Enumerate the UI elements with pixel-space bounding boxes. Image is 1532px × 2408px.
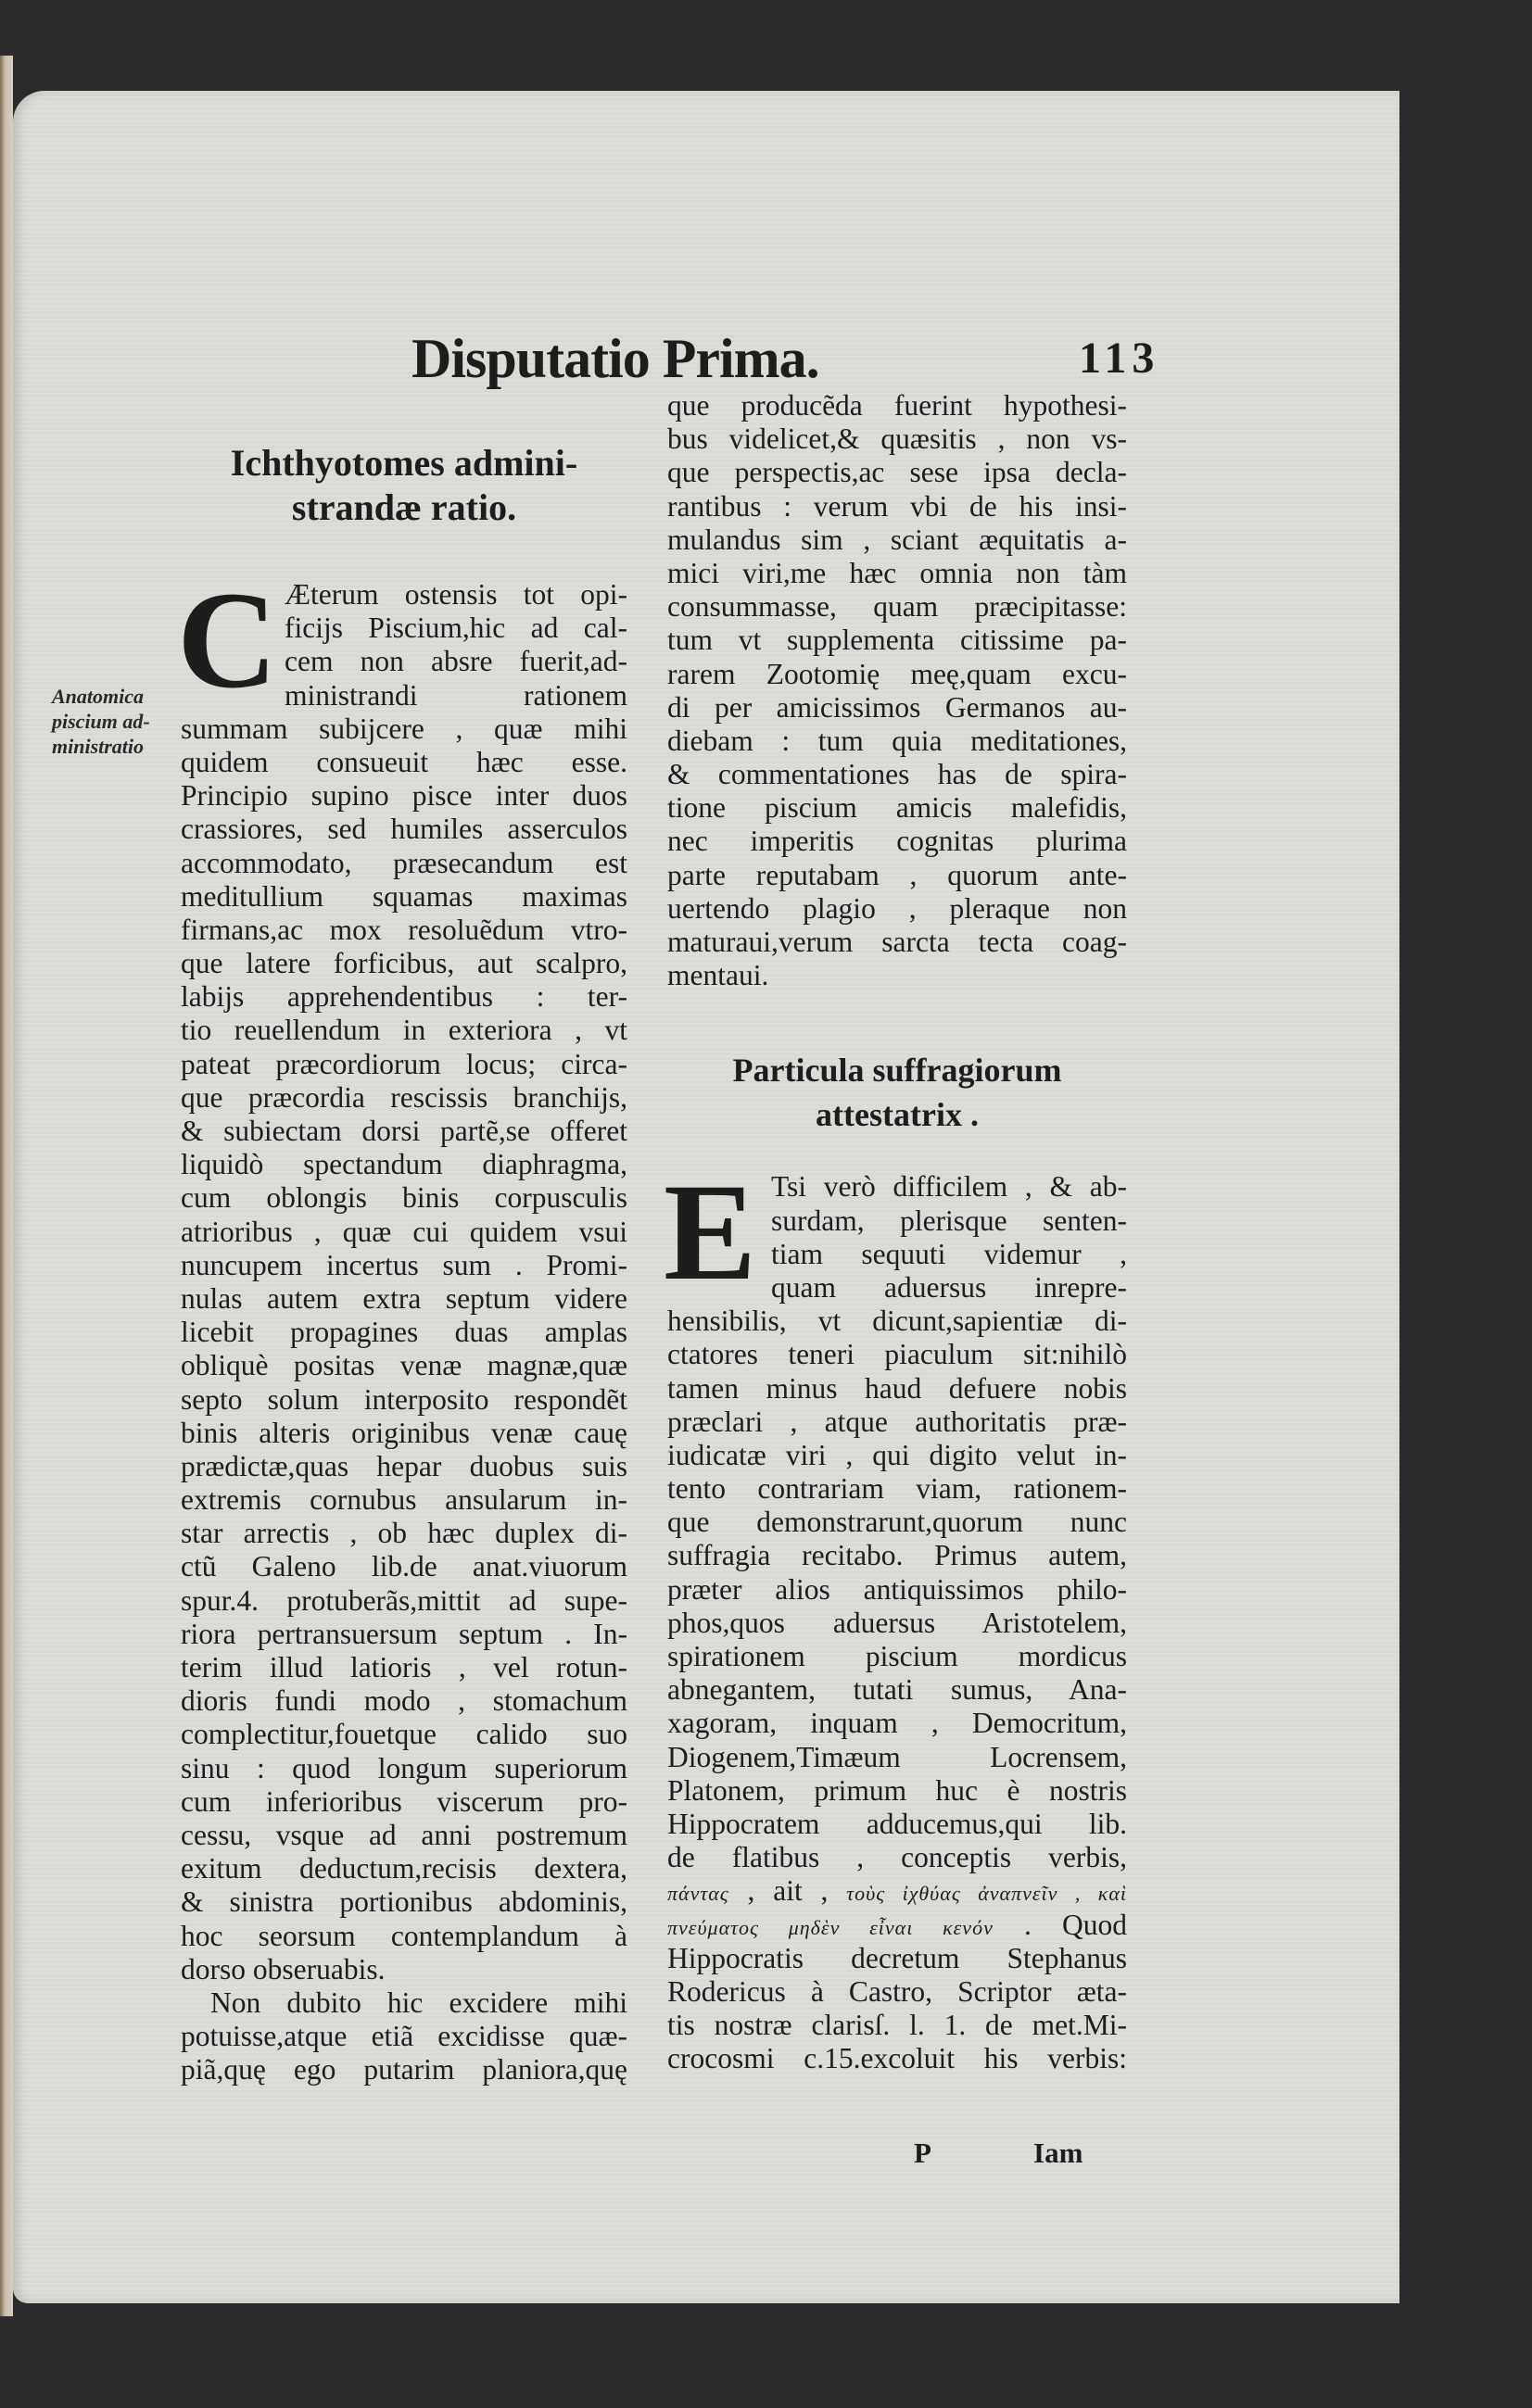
text-line: cem non absre fuerit,ad- (285, 645, 627, 678)
text-line: Hippocratem adducemus,qui lib. (667, 1807, 1127, 1840)
text-line: ficijs Piscium,hic ad cal- (285, 611, 627, 645)
text-line: Platonem, primum huc è nostris (667, 1773, 1127, 1807)
text-line: suffragia recitabo. Primus autem, (667, 1539, 1127, 1572)
text-line: binis alteris originibus venæ cauę (181, 1416, 627, 1449)
text-line: ctatores teneri piaculum sit:nihilò (667, 1338, 1127, 1371)
text-line: quidem consueuit hæc esse. (181, 745, 627, 778)
running-head (411, 327, 1160, 392)
text-line: tis nostræ clarisſ. l. 1. de met.Mi- (667, 2009, 1127, 2042)
text-line: cessu, vsque ad anni postremum (181, 1818, 627, 1851)
paragraph-lines (181, 578, 627, 1986)
text-line: que perspectis,ac sese ipsa decla- (667, 456, 1127, 489)
text-line: potuisse,atque etiã excidisse quæ- (181, 2020, 627, 2053)
text-line: piã,quę ego putarim planiora,quę (181, 2053, 627, 2087)
left-column (177, 441, 627, 2087)
text-line: summam subijcere , quæ mihi (181, 712, 627, 745)
margin-note (52, 684, 182, 759)
text-line: crocosmi c.15.excoluit his verbis: (667, 2042, 1127, 2075)
text-line: firmans,ac mox resoluẽdum vtro- (181, 913, 627, 946)
text-line: hoc seorsum contemplandum à (181, 1919, 627, 1952)
text-line: Non dubito hic excidere mihi (210, 1986, 627, 2019)
text-line: Æterum ostensis tot opi- (285, 578, 627, 611)
text-line: terim illud latioris , vel rotun- (181, 1651, 627, 1683)
text-line: surdam, plerisque senten- (771, 1204, 1127, 1237)
text-line: & subiectam dorsi partẽ,se offeret (181, 1115, 627, 1147)
catchword: Iam (1033, 2137, 1083, 2169)
margin-note-line: piscium ad- (52, 710, 150, 733)
text-line: que producẽda fuerint hypothesi- (667, 389, 1127, 422)
section-heading-ichthyotomes (181, 441, 627, 530)
text-line: xagoram, inquam , Democritum, (667, 1707, 1127, 1740)
signature-mark: P (914, 2137, 931, 2169)
text-line: Hippocratis decretum Stephanus (667, 1941, 1127, 1974)
text-line: sinu : quod longum superiorum (181, 1751, 627, 1784)
text-line: extremis cornubus ansularum in- (181, 1483, 627, 1517)
text-line: di per amicissimos Germanos au- (667, 690, 1127, 724)
text-line: ministrandi rationem (285, 678, 627, 712)
text-line: maturaui,verum sarcta tecta coag- (667, 926, 1127, 958)
greek-quote-line (667, 1874, 1127, 1908)
margin-note-line: Anatomica (52, 685, 145, 708)
text-line: parte reputabam , quorum ante- (667, 858, 1127, 891)
text-line: star arrectis , ob hæc duplex di- (181, 1517, 627, 1550)
text-line: spur.4. protuberãs,mittit ad supe- (181, 1583, 627, 1617)
heading-line: Particula suffragiorum (732, 1052, 1062, 1090)
text-line: spirationem piscium mordicus (667, 1640, 1127, 1672)
latin-text: , ait , (747, 1874, 829, 1908)
paragraph-non-dubito (181, 1986, 627, 2087)
paragraph-lines (667, 389, 1127, 992)
text-line: liquidò spectandum diaphragma, (181, 1148, 627, 1181)
heading-line: attestatrix . (816, 1096, 979, 1134)
book-page (13, 91, 1399, 2303)
heading-line: Ichthyotomes admini- (230, 442, 578, 484)
text-line: phos,quos aduersus Aristotelem, (667, 1606, 1127, 1639)
text-line: tione piscium amicis malefidis, (667, 791, 1127, 825)
text-line: tamen minus haud defuere nobis (667, 1371, 1127, 1405)
text-line: Rodericus à Castro, Scriptor æta- (667, 1974, 1127, 2008)
heading-line: strandæ ratio. (291, 486, 517, 528)
text-line: dioris fundi modo , stomachum (181, 1684, 627, 1718)
text-line: mentaui. (667, 959, 769, 992)
text-line: quam aduersus inrepre- (771, 1270, 1127, 1304)
page-footer (667, 2137, 1127, 2174)
text-line: nuncupem incertus sum . Promi- (181, 1248, 627, 1281)
text-line: crassiores, sed humiles asserculos (181, 813, 627, 846)
text-line: rantibus : verum vbi de his insi- (667, 489, 1127, 523)
text-line: complectitur,fouetque calido suo (181, 1718, 627, 1751)
text-line: tento contrariam viam, rationem- (667, 1472, 1127, 1506)
text-line: Tsi verò difficilem , & ab- (771, 1170, 1127, 1204)
text-line: hensibilis, vt dicunt,sapientiæ di- (667, 1305, 1127, 1338)
text-line: diebam : tum quia meditationes, (667, 724, 1127, 757)
text-line: prædictæ,quas hepar duobus suis (181, 1449, 627, 1482)
text-line: præter alios antiquissimos philo- (667, 1572, 1127, 1606)
text-line: dorso obseruabis. (181, 1952, 386, 1986)
text-line: tum vt supplementa citissime pa- (667, 624, 1127, 657)
text-line: bus videlicet,& quæsitis , non vs- (667, 422, 1127, 456)
text-line: pateat præcordiorum locus; circa- (181, 1047, 627, 1080)
latin-text: . Quod (1024, 1908, 1128, 1941)
text-line: Diogenem,Timæum Locrensem, (667, 1740, 1127, 1773)
text-line: & sinistra portionibus abdominis, (181, 1885, 627, 1919)
greek-text: πνεύματος μηδὲν εἶναι κενόν (667, 1915, 994, 1939)
page-number: 113 (1079, 334, 1160, 383)
text-line: que demonstrarunt,quorum nunc (667, 1506, 1127, 1539)
text-line: præclari , atque authoritatis præ- (667, 1405, 1127, 1438)
text-line: tiam sequuti videmur , (771, 1237, 1127, 1270)
text-line: nec imperitis cognitas plurima (667, 825, 1127, 858)
text-line: ctũ Galeno lib.de anat.viuorum (181, 1550, 627, 1583)
text-line: labijs apprehendentibus : ter- (181, 980, 627, 1014)
text-line: nulas autem extra septum videre (181, 1281, 627, 1315)
text-line: de flatibus , conceptis verbis, (667, 1841, 1127, 1874)
text-line: cum oblongis binis corpusculis (181, 1181, 627, 1215)
text-line: septo solum interposito respondẽt (181, 1382, 627, 1416)
dropcap-e: E (664, 1155, 757, 1310)
greek-quote-line (667, 1909, 1127, 1942)
paragraph-lines (667, 1942, 1127, 2076)
text-line: licebit propagines duas amplas (181, 1316, 627, 1349)
text-line: cum inferioribus viscerum pro- (181, 1784, 627, 1818)
dropcap-c: C (177, 563, 278, 717)
text-line: accommodato, præsecandum est (181, 846, 627, 879)
paragraph-lines (181, 1986, 627, 2087)
text-line: que præcordia rescissis branchijs, (181, 1080, 627, 1114)
text-line: que latere forficibus, aut scalpro, (181, 947, 627, 980)
running-title: Disputatio Prima. (411, 328, 819, 389)
text-line: tio reuellendum in exteriora , vt (181, 1014, 627, 1047)
paragraph-etsi (664, 1155, 1128, 2075)
margin-note-line: ministratio (52, 735, 145, 758)
paragraph-ceterum (177, 563, 627, 1986)
text-line: obliquè positas venæ magnæ,quæ (181, 1349, 627, 1382)
text-line: abnegantem, tutati sumus, Ana- (667, 1673, 1127, 1707)
text-line: atrioribus , quæ cui quidem vsui (181, 1215, 627, 1248)
right-column (664, 389, 1128, 2075)
text-line: uertendo plagio , pleraque non (667, 891, 1127, 925)
text-line: riora pertransuersum septum . In- (181, 1617, 627, 1650)
book-spine-edge (0, 56, 13, 2316)
greek-text: τοὺς ἰχθύας ἀναπνεῖν , καὶ (846, 1882, 1128, 1906)
text-line: consummasse, quam præcipitasse: (667, 590, 1127, 624)
text-line: meditullium squamas maximas (181, 879, 627, 913)
section-heading-particula (667, 1048, 1127, 1137)
greek-text: πάντας (667, 1882, 729, 1906)
text-line: Principio supino pisce inter duos (181, 779, 627, 813)
text-line: exitum deductum,recisis dextera, (181, 1852, 627, 1885)
paragraph-continuation (667, 389, 1127, 992)
text-line: mulandus sim , sciant æquitatis a- (667, 523, 1127, 556)
text-line: rarem Zootomię meę,quam excu- (667, 657, 1127, 690)
text-line: mici viri,me hæc omnia non tàm (667, 556, 1127, 589)
text-line: & commentationes has de spira- (667, 758, 1127, 791)
text-line: iudicatæ viri , qui digito velut in- (667, 1438, 1127, 1471)
